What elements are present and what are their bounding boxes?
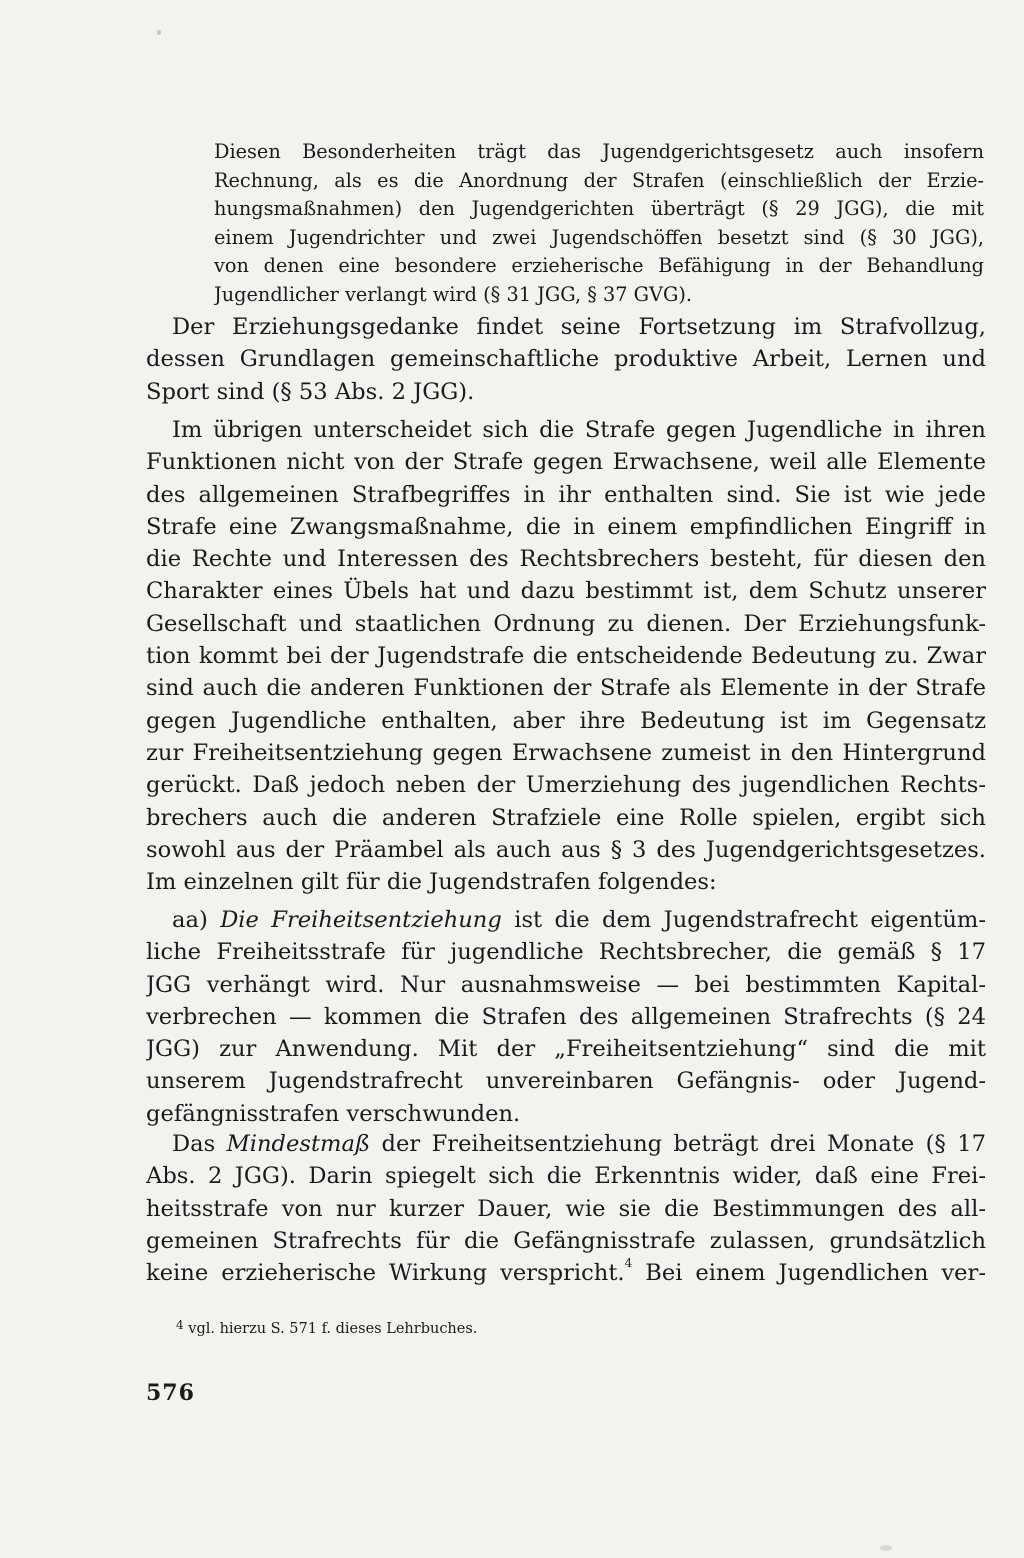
emphasis-term: Mindestmaß (226, 1131, 371, 1157)
text-line: gerückt. Daß jedoch neben der Umerziehung des jugendlichen Rechts- (146, 772, 986, 799)
footnote-text: vgl. hierzu S. 571 f. dieses Lehrbuches. (183, 1321, 478, 1337)
text-line: Charakter eines Übels hat und dazu bestimmt ist, dem Schutz unserer (146, 578, 986, 605)
text-line: liche Freiheitsstrafe für jugendliche Rechtsbrecher, die gemäß § 17 (146, 939, 986, 966)
text-line: hungsmaßnahmen) den Jugendgerichten überträgt (§ 29 JGG), die mit (214, 197, 984, 221)
page-number: 576 (146, 1380, 195, 1406)
text-line: dessen Grundlagen gemeinschaftliche produktive Arbeit, Lernen und (146, 346, 986, 373)
text-line: des allgemeinen Strafbegriffes in ihr enthalten sind. Sie ist wie jede (146, 481, 986, 508)
text-run: ist die dem Jugendstrafrecht eigentüm- (501, 907, 986, 933)
text-line: JGG) zur Anwendung. Mit der „Freiheitsentziehung“ sind die mit (146, 1036, 986, 1063)
text-line: Gesellschaft und staatlichen Ordnung zu dienen. Der Erziehungsfunk- (146, 610, 986, 637)
paragraph-mindestmass (146, 1128, 986, 1289)
ink-speck (157, 30, 161, 35)
paragraph-funktionen (146, 414, 986, 898)
text-line: gegen Jugendliche enthalten, aber ihre Bedeutung ist im Gegensatz (146, 707, 986, 734)
text-line: tion kommt bei der Jugendstrafe die entscheidende Bedeutung zu. Zwar (146, 643, 986, 670)
text-line: Rechnung, als es die Anordnung der Strafen (einschließlich der Erzie- (214, 168, 984, 192)
text-line: Im übrigen unterscheidet sich die Strafe gegen Jugendliche in ihren (172, 417, 986, 443)
emphasis-term: Die Freiheitsentziehung (220, 907, 502, 933)
text-run: Bei einem Jugendlichen ver- (632, 1260, 986, 1287)
ink-speck (880, 1545, 892, 1551)
text-line (146, 1257, 986, 1289)
text-line: Abs. 2 JGG). Darin spiegelt sich die Erkenntnis wider, daß eine Frei- (146, 1163, 986, 1190)
text-line: Jugendlicher verlangt wird (§ 31 JGG, § 37 GVG). (214, 282, 693, 306)
footnote-reference[interactable]: 4 (624, 1257, 633, 1271)
text-line: von denen eine besondere erzieherische Befähigung in der Behandlung (214, 254, 984, 278)
text-line: sind auch die anderen Funktionen der Strafe als Elemente in der Strafe (146, 675, 986, 702)
text-line: verbrechen — kommen die Strafen des allgemeinen Strafrechts (§ 24 (146, 1003, 986, 1030)
text-line: gefängnisstrafen verschwunden. (146, 1100, 521, 1127)
text-line: sowohl aus der Präambel als auch aus § 3 des Jugendgerichtsgesetzes. (146, 836, 986, 863)
text-line: die Rechte und Interessen des Rechtsbrechers besteht, für diesen den (146, 546, 986, 573)
text-run: der Freiheitsentziehung beträgt drei Monate (§ 17 (370, 1131, 986, 1157)
text-line: gemeinen Strafrechts für die Gefängnisstrafe zulassen, grundsätzlich (146, 1227, 986, 1254)
text-run: keine erzieherische Wirkung verspricht. (146, 1260, 625, 1287)
text-line: brechers auch die anderen Strafziele eine Rolle spielen, ergibt sich (146, 804, 986, 831)
paragraph-strafvollzug (146, 311, 986, 408)
text-line: Funktionen nicht von der Strafe gegen Erwachsene, weil alle Elemente (146, 449, 986, 476)
text-line: einem Jugendrichter und zwei Jugendschöffen besetzt sind (§ 30 JGG), (214, 225, 984, 249)
text-line: Im einzelnen gilt für die Jugendstrafen folgendes: (146, 869, 717, 896)
text-line: Strafe eine Zwangsmaßnahme, die in einem empfindlichen Eingriff in (146, 513, 986, 540)
footnote-marker: 4 (176, 1318, 184, 1332)
text-line: unserem Jugendstrafrecht unvereinbaren Gefängnis- oder Jugend- (146, 1068, 986, 1095)
text-line: heitsstrafe von nur kurzer Dauer, wie sie die Bestimmungen des all- (146, 1195, 986, 1222)
footnote (176, 1319, 477, 1339)
text-line: Diesen Besonderheiten trägt das Jugendgerichtsgesetz auch insofern (214, 140, 984, 163)
list-marker: aa) (172, 907, 208, 933)
text-line: JGG verhängt wird. Nur ausnahmsweise — bei bestimmten Kapital- (146, 971, 986, 998)
text-line: zur Freiheitsentziehung gegen Erwachsene zumeist in den Hintergrund (146, 739, 986, 766)
text-line (146, 904, 986, 936)
small-print-paragraph (214, 138, 984, 310)
paragraph-freiheitsentziehung (146, 904, 986, 1130)
text-run: Das (172, 1131, 227, 1157)
text-line: Sport sind (§ 53 Abs. 2 JGG). (146, 378, 475, 405)
text-line: Der Erziehungsgedanke findet seine Fortsetzung im Strafvollzug, (172, 314, 986, 340)
text-line (146, 1128, 986, 1160)
